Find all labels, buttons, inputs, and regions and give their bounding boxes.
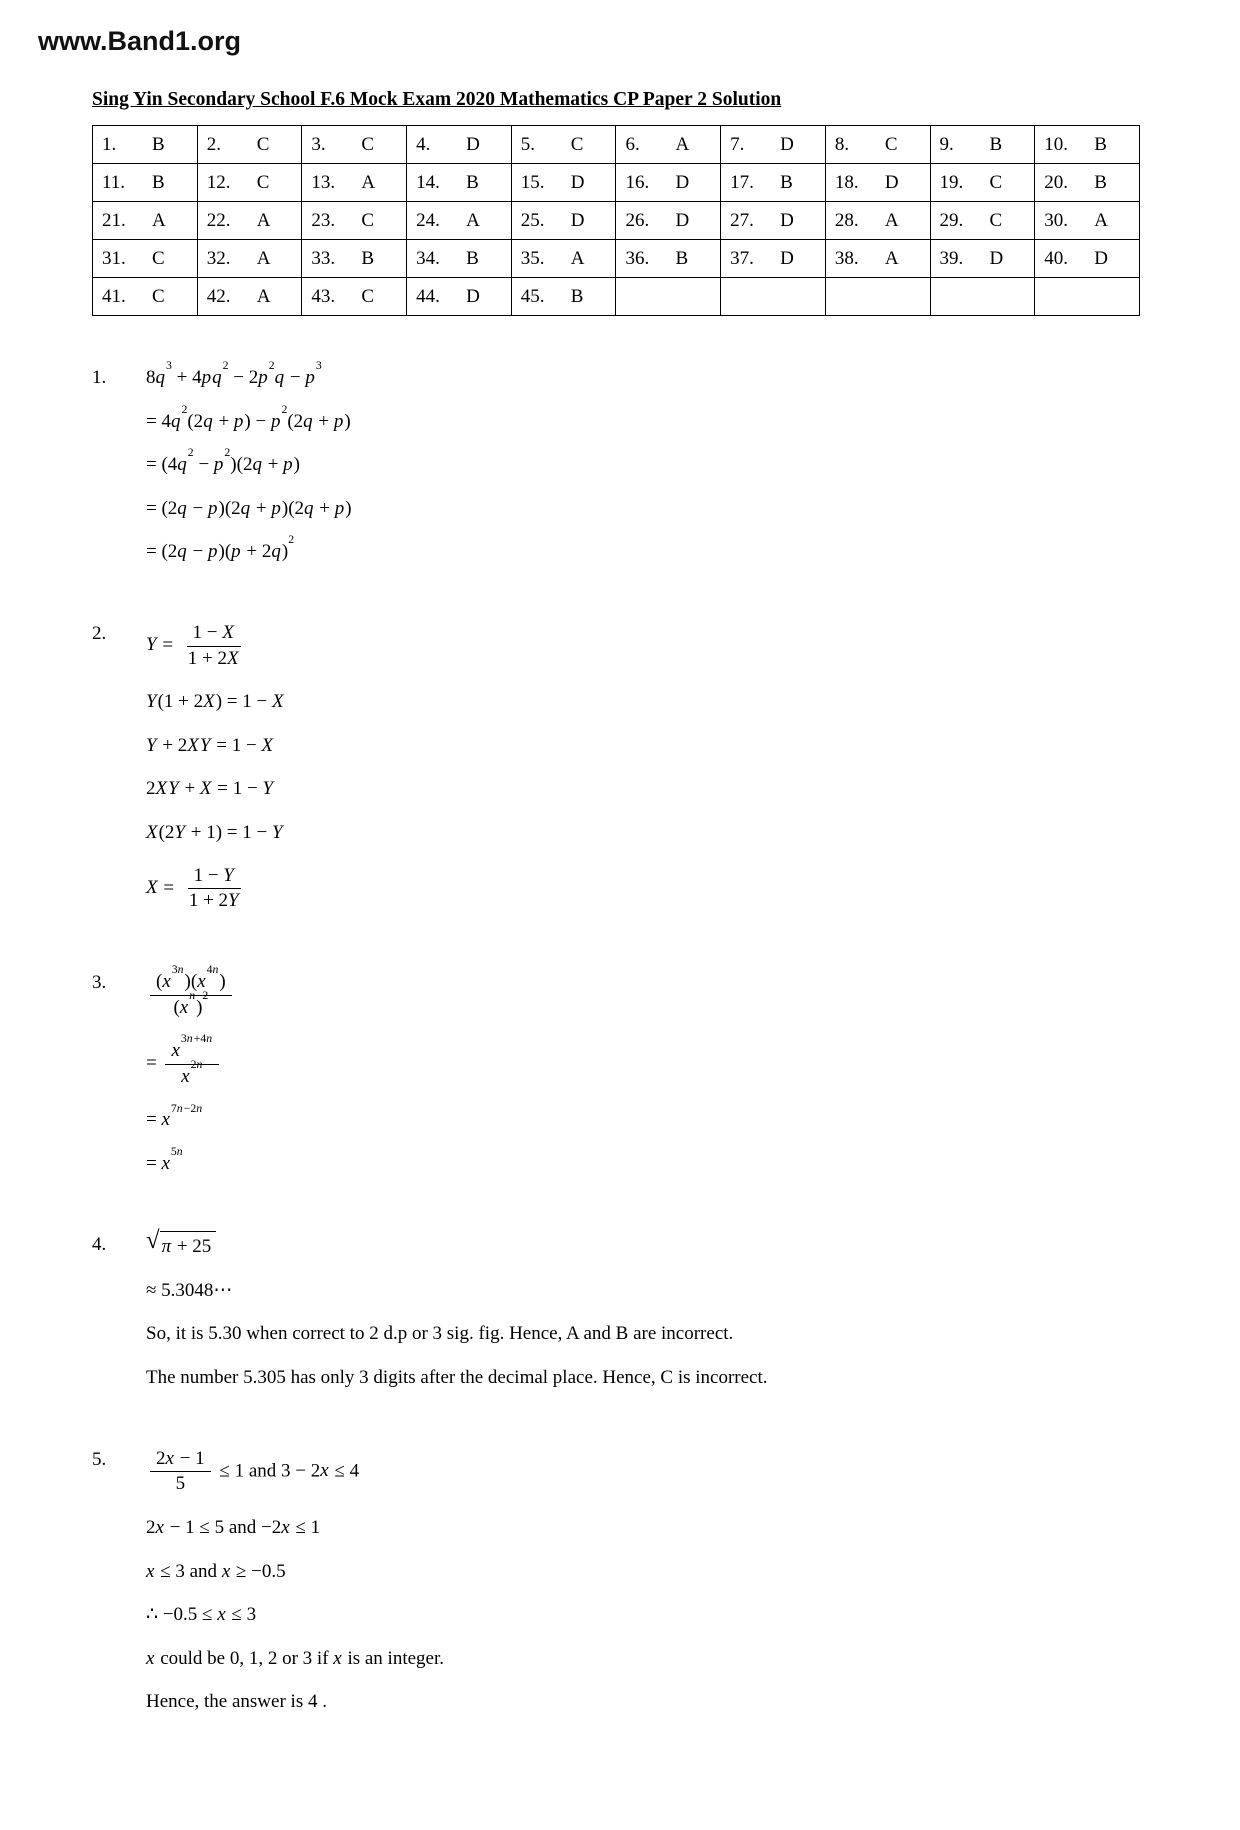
fraction: $\frac{x^{3n+4n}}{x^{2n}}$: [165, 1040, 219, 1089]
answer-letter: D: [780, 133, 794, 155]
solution-number: 3.: [92, 972, 107, 994]
answer-cell: [721, 126, 826, 164]
answer-letter: B: [780, 171, 793, 193]
question-number: 43.: [311, 285, 336, 307]
answer-cell: [197, 164, 302, 202]
text-line: Hence, the answer is 4 .: [146, 1691, 327, 1713]
text-line: So, it is 5.30 when correct to 2 d.p or 3 sig. fig. Hence, A and B are incorrect.: [146, 1323, 734, 1345]
question-number: 5.: [520, 133, 535, 155]
math-line: X(2Y + 1) = 1 − Y: [146, 821, 283, 843]
question-number: 38.: [834, 247, 859, 269]
answer-letter: B: [675, 247, 689, 269]
answer-cell: [721, 278, 826, 316]
answer-letter: A: [256, 285, 271, 307]
question-number: 7.: [730, 133, 745, 155]
answer-letter: A: [256, 209, 271, 231]
question-number: 41.: [102, 285, 126, 307]
solution-body: [146, 963, 1140, 1177]
answer-letter: C: [152, 285, 165, 307]
question-number: 20.: [1044, 171, 1068, 193]
answer-cell: [616, 202, 721, 240]
answer-cell: [721, 164, 826, 202]
math-line: = (2q − p)(2q + p)(2q + p): [146, 497, 352, 519]
text-line: The number 5.305 has only 3 digits after the decimal place. Hence, C is incorrect.: [146, 1367, 768, 1389]
solution-number: 5.: [92, 1448, 107, 1470]
question-number: 29.: [939, 209, 964, 231]
answer-letter: D: [884, 171, 899, 193]
answer-letter: A: [256, 247, 271, 269]
answer-letter: D: [675, 171, 690, 193]
fraction: $\frac{1 - X}{1 + 2X}$: [182, 622, 246, 671]
math-line: Y(1 + 2X) = 1 − X: [146, 691, 284, 713]
answer-letter: A: [675, 133, 690, 155]
question-number: 12.: [206, 171, 231, 193]
question-number: 17.: [730, 171, 754, 193]
question-number: 42.: [206, 285, 231, 307]
answer-letter: C: [570, 133, 584, 155]
answer-cell: [511, 126, 616, 164]
answer-letter: D: [466, 133, 480, 155]
question-number: 1.: [102, 133, 117, 155]
answer-letter: A: [1094, 209, 1108, 231]
question-number: 31.: [102, 247, 126, 269]
question-number: 37.: [730, 247, 754, 269]
answer-cell: [511, 164, 616, 202]
page-title: Sing Yin Secondary School F.6 Mock Exam 2020 Mathematics CP Paper 2 Solution: [92, 89, 782, 110]
answer-letter: C: [256, 171, 270, 193]
answer-cell: [407, 202, 512, 240]
answer-letter: B: [1094, 133, 1107, 155]
answer-cell: [93, 164, 198, 202]
math-line: = $x^{5n}$: [146, 1145, 183, 1174]
solution-body: [146, 1446, 1140, 1716]
question-number: 8.: [834, 133, 850, 155]
question-number: 30.: [1044, 209, 1068, 231]
question-number: 13.: [311, 171, 336, 193]
answer-table-body: [93, 126, 1140, 316]
question-number: 33.: [311, 247, 336, 269]
question-number: 21.: [102, 209, 126, 231]
question-number: 39.: [939, 247, 964, 269]
math-line: Y = $\frac{1 - X}{1 + 2X}$: [146, 620, 1140, 673]
question-number: 25.: [520, 209, 545, 231]
math-line: ∴ −0.5 ≤ x ≤ 3: [146, 1604, 257, 1626]
question-number: 22.: [206, 209, 231, 231]
math-line: $\frac{2x - 1}{5}$ ≤ 1 and 3 − 2x ≤ 4: [146, 1446, 1140, 1499]
answer-row: [93, 202, 1140, 240]
answer-cell: [302, 202, 407, 240]
answer-cell: [93, 240, 198, 278]
question-number: 14.: [416, 171, 440, 193]
answer-letter: A: [152, 209, 166, 231]
answer-cell: [825, 240, 930, 278]
answer-cell: [616, 126, 721, 164]
question-number: 2.: [206, 133, 221, 155]
solution: [92, 1227, 1140, 1391]
answer-cell: [302, 278, 407, 316]
answer-letter: B: [466, 247, 479, 269]
answer-letter: C: [989, 171, 1003, 193]
answer-letter: D: [466, 285, 480, 307]
question-number: 44.: [416, 285, 440, 307]
question-number: 18.: [834, 171, 859, 193]
question-number: 6.: [625, 133, 640, 155]
solution-number: 2.: [92, 622, 107, 644]
math-line: X = $\frac{1 - Y}{1 + 2Y}$: [146, 863, 1140, 916]
answer-letter: A: [466, 209, 480, 231]
answer-cell: [825, 126, 930, 164]
answer-cell: [616, 278, 721, 316]
answer-letter: D: [780, 247, 794, 269]
math-line: [146, 963, 1140, 1022]
question-number: 40.: [1044, 247, 1068, 269]
fraction: $\frac{1 - Y}{1 + 2Y}$: [183, 865, 246, 914]
answer-cell: [930, 240, 1035, 278]
answer-letter: C: [989, 209, 1003, 231]
math-line: 2XY + X = 1 − Y: [146, 778, 274, 800]
question-number: 11.: [102, 171, 126, 193]
question-number: 35.: [520, 247, 545, 269]
answer-cell: [721, 240, 826, 278]
answer-letter: D: [570, 209, 585, 231]
answer-letter: C: [256, 133, 270, 155]
answer-letter: C: [152, 247, 165, 269]
answer-letter: A: [570, 247, 585, 269]
question-number: 28.: [834, 209, 859, 231]
square-root: √ π + 25: [146, 1231, 216, 1261]
answer-table: [92, 125, 1140, 316]
math-line: x could be 0, 1, 2 or 3 if x is an integer.: [146, 1647, 445, 1669]
solutions-section: [92, 359, 1140, 1716]
question-number: 19.: [939, 171, 964, 193]
answer-letter: D: [675, 209, 690, 231]
math-line: = $\frac{x^{3n+4n}}{x^{2n}}$: [146, 1038, 1140, 1091]
answer-letter: B: [466, 171, 479, 193]
solution: [92, 359, 1140, 566]
math-line: = $4q^2(2q + p) - p^2(2q + p)$: [146, 402, 351, 432]
answer-letter: C: [361, 285, 375, 307]
answer-cell: [511, 202, 616, 240]
answer-letter: C: [361, 209, 375, 231]
answer-cell: [930, 278, 1035, 316]
question-number: 4.: [416, 133, 431, 155]
answer-cell: [825, 278, 930, 316]
answer-cell: [93, 278, 198, 316]
answer-cell: [93, 202, 198, 240]
solution: [92, 963, 1140, 1177]
solution-body: [146, 359, 1140, 566]
solution-number: 4.: [92, 1234, 107, 1256]
answer-cell: [930, 126, 1035, 164]
answer-cell: [407, 240, 512, 278]
question-number: 34.: [416, 247, 440, 269]
solution: [92, 620, 1140, 915]
answer-cell: [1035, 278, 1140, 316]
answer-row: [93, 240, 1140, 278]
answer-row: [93, 164, 1140, 202]
question-number: 45.: [520, 285, 545, 307]
answer-letter: B: [152, 133, 165, 155]
answer-cell: [407, 126, 512, 164]
answer-cell: [302, 126, 407, 164]
math-line: = $x^{7n-2n}$: [146, 1101, 203, 1131]
site-logo: www.Band1.org: [38, 26, 242, 56]
math-line: ≈ 5.3048⋯: [146, 1279, 233, 1301]
answer-cell: [197, 278, 302, 316]
answer-cell: [197, 240, 302, 278]
answer-cell: [1035, 126, 1140, 164]
answer-row: [93, 126, 1140, 164]
math-line: = $(2q - p)(p + 2q)^2$: [146, 533, 295, 563]
answer-row: [93, 278, 1140, 316]
math-line: [146, 1227, 1140, 1261]
answer-cell: [511, 240, 616, 278]
question-number: 9.: [939, 133, 954, 155]
answer-cell: [721, 202, 826, 240]
answer-letter: A: [884, 209, 899, 231]
answer-cell: [302, 164, 407, 202]
answer-letter: B: [570, 285, 584, 307]
answer-letter: C: [361, 133, 375, 155]
solution-body: [146, 1227, 1140, 1391]
answer-letter: A: [361, 171, 376, 193]
question-number: 16.: [625, 171, 650, 193]
question-number: 27.: [730, 209, 754, 231]
math-line: = $(4q^2 - p^2)(2q + p)$: [146, 446, 300, 476]
question-number: 15.: [520, 171, 545, 193]
answer-cell: [197, 202, 302, 240]
math-line: x ≤ 3 and x ≥ −0.5: [146, 1560, 286, 1582]
answer-cell: [1035, 164, 1140, 202]
answer-cell: [1035, 240, 1140, 278]
answer-letter: C: [884, 133, 898, 155]
answer-cell: [511, 278, 616, 316]
question-number: 26.: [625, 209, 650, 231]
answer-letter: B: [989, 133, 1003, 155]
answer-cell: [825, 164, 930, 202]
answer-cell: [616, 240, 721, 278]
answer-letter: B: [152, 171, 165, 193]
question-number: 3.: [311, 133, 326, 155]
answer-cell: [616, 164, 721, 202]
question-number: 36.: [625, 247, 650, 269]
question-number: 24.: [416, 209, 440, 231]
answer-letter: A: [884, 247, 899, 269]
answer-cell: [407, 164, 512, 202]
math-line: 2x − 1 ≤ 5 and −2x ≤ 1: [146, 1517, 321, 1539]
solution: [92, 1446, 1140, 1716]
answer-letter: D: [989, 247, 1004, 269]
answer-letter: D: [1094, 247, 1108, 269]
answer-letter: B: [1094, 171, 1107, 193]
math-line: $8q^3 + 4pq^2 - 2p^2q - p^3$: [146, 359, 322, 388]
answer-cell: [302, 240, 407, 278]
answer-cell: [825, 202, 930, 240]
answer-cell: [1035, 202, 1140, 240]
answer-cell: [197, 126, 302, 164]
fraction: $\frac{(x^{3n})(x^{4n})}{(x^n)^2}$: [150, 971, 232, 1020]
answer-cell: [930, 202, 1035, 240]
answer-letter: B: [361, 247, 375, 269]
question-number: 32.: [206, 247, 231, 269]
question-number: 10.: [1044, 133, 1068, 155]
fraction: $\frac{2x - 1}{5}$: [150, 1448, 211, 1497]
answer-letter: D: [570, 171, 585, 193]
math-line: Y + 2XY = 1 − X: [146, 734, 274, 756]
answer-cell: [407, 278, 512, 316]
answer-cell: [93, 126, 198, 164]
answer-letter: D: [780, 209, 794, 231]
solution-body: [146, 620, 1140, 915]
answer-cell: [930, 164, 1035, 202]
question-number: 23.: [311, 209, 336, 231]
solution-number: 1.: [92, 367, 107, 388]
document-content: [92, 89, 1140, 1716]
